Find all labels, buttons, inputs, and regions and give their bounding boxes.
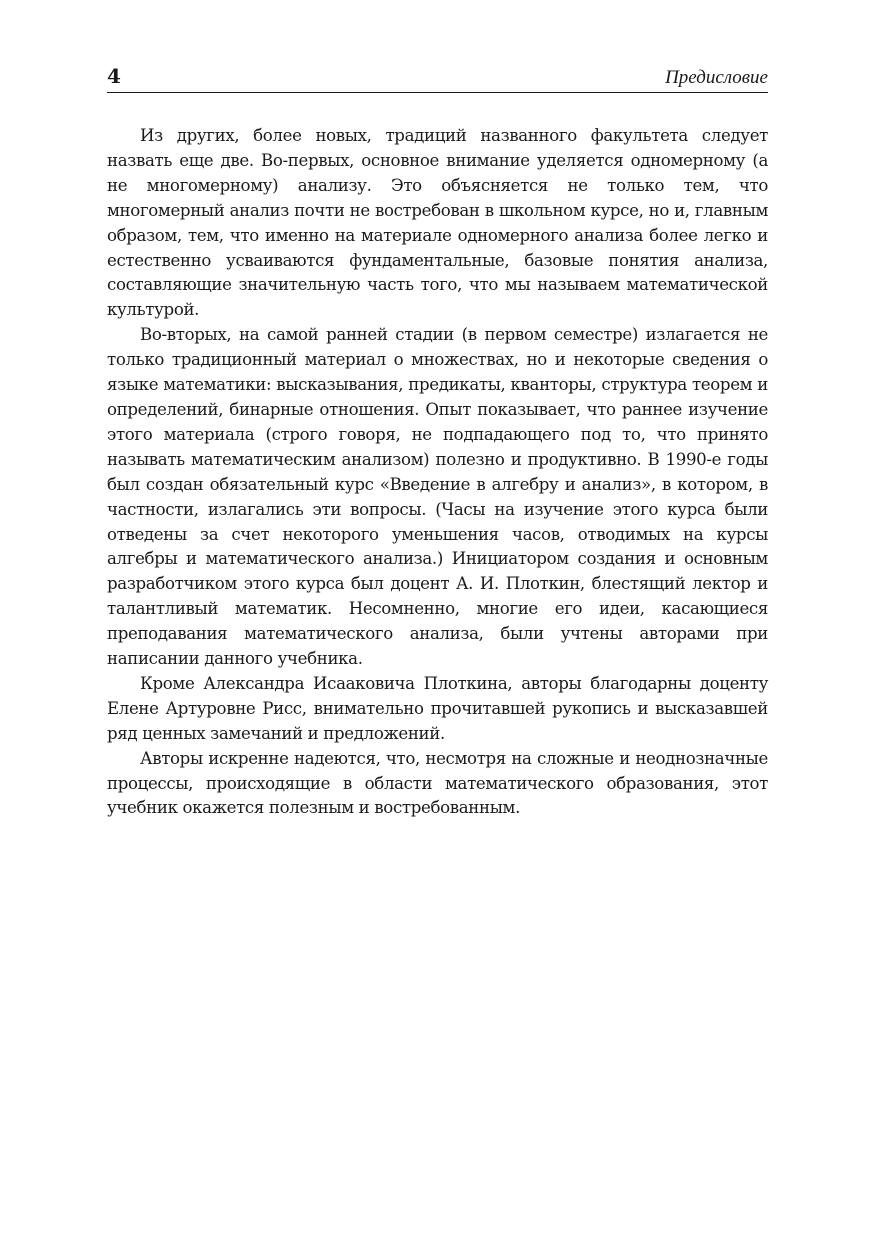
running-title: Предисловие <box>665 67 768 88</box>
page-number: 4 <box>107 64 121 88</box>
page-header <box>107 62 768 93</box>
paragraph-2: Во-вторых, на самой ранней стадии (в первом семестре) излагается не только традиционный материал о множествах, но и некоторые сведения о языке математики: высказывания, предикаты, кванторы, структура теорем и определений, бинарные отношения. Опыт показывает, что раннее изучение этого материала (строго говоря, не подпадающего под то, что принято называть математическим анализом) полезно и продуктивно. В 1990-е годы был создан обязательный курс «Введение в алгебру и анализ», в котором, в частности, излагались эти вопросы. (Часы на изучение этого курса были отведены за счет некоторого уменьшения часов, отводимых на курсы алгебры и математического анализа.) Инициатором создания и основным разработчиком этого курса был доцент А. И. Плоткин, блестящий лектор и талантливый математик. Несомненно, многие его идеи, касающиеся преподавания математического анализа, были учтены авторами при написании данного учебника. <box>107 325 768 669</box>
paragraph-4: Авторы искренне надеются, что, несмотря на сложные и неоднозначные процессы, происходящие в области математического образования, этот учебник окажется полезным и востребованным. <box>107 748 768 818</box>
paragraph-1: Из других, более новых, традиций названного факультета следует назвать еще две. Во-первых, основное внимание уделяется одномерному (а не многомерному) анализу. Это объясняется не только тем, что многомерный анализ почти не востребован в школьном курсе, но и, главным образом, тем, что именно на материале одномерного анализа более легко и естественно усваиваются фундаментальные, базовые понятия анализа, составляющие значительную часть того, что мы называем математической культурой. <box>107 126 768 320</box>
body-text <box>107 124 768 821</box>
paragraph-3: Кроме Александра Исааковича Плоткина, авторы благодарны доценту Елене Артуровне Рисс, внимательно прочитавшей рукопись и высказавшей ряд ценных замечаний и предложений. <box>107 673 768 743</box>
